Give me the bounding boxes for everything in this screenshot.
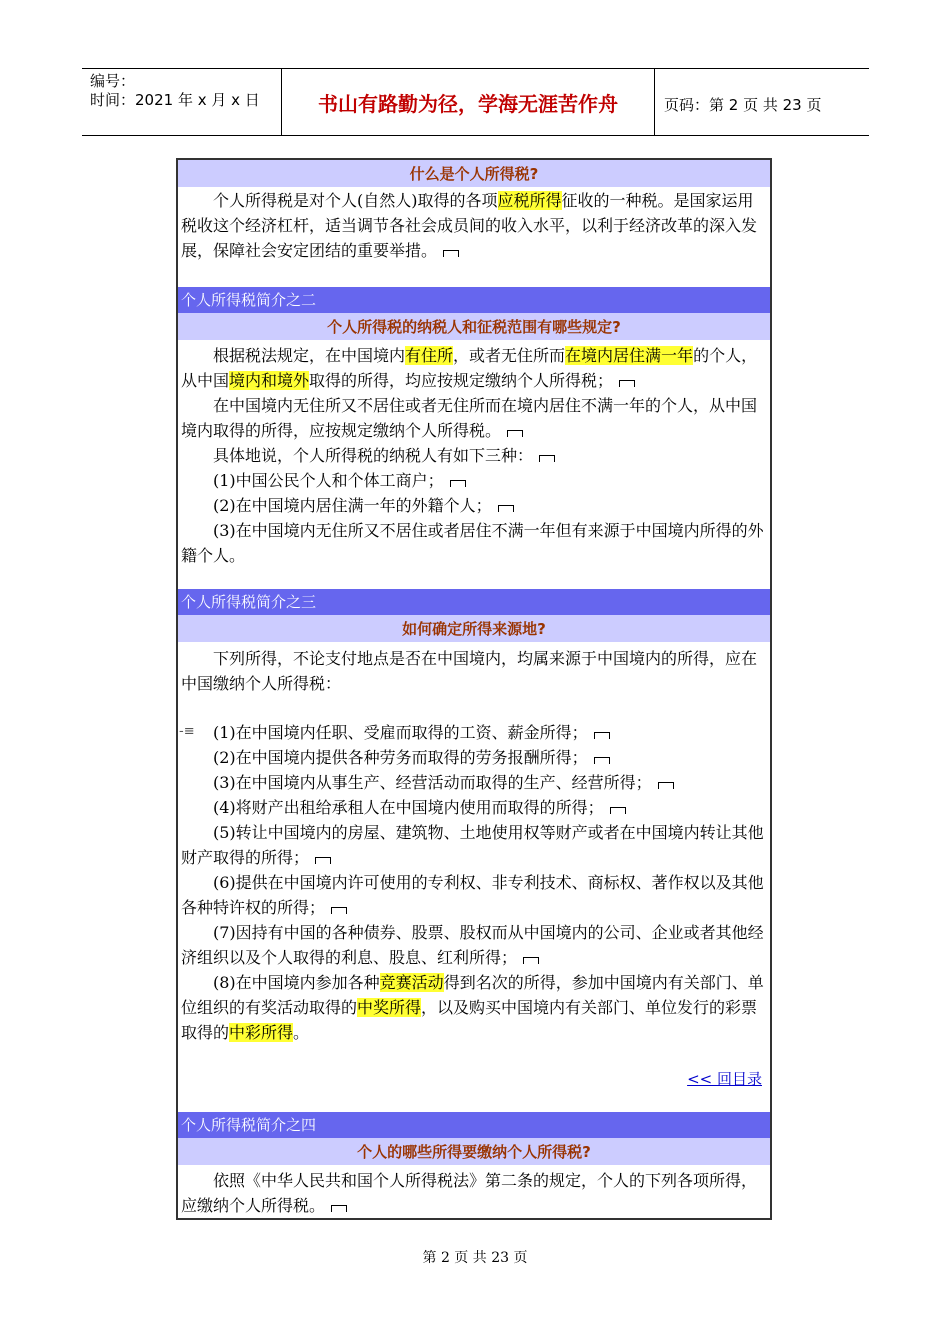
question-heading-3: 如何确定所得来源地? [178, 615, 770, 643]
highlight-lottery-income: 中彩所得 [229, 1023, 294, 1042]
section-title-2: 个人所得税简介之二 [178, 287, 770, 313]
list-item: (1)在中国境内任职、受雇而取得的工资、薪金所得； [181, 720, 767, 745]
paragraph-mark-icon [315, 857, 331, 864]
paragraph-taxpayer-rule: 根据税法规定，在中国境内有住所，或者无住所而在境内居住满一年的个人，从中国境内和境外取得的所得，均应按规定缴纳个人所得税； [181, 346, 758, 390]
section-title-3: 个人所得税简介之三 [178, 589, 770, 615]
paragraph-mark-icon [331, 907, 347, 914]
list-item: (2)在中国境内居住满一年的外籍个人； [181, 493, 767, 518]
page-footer: 第 2 页 共 23 页 [422, 1250, 528, 1266]
list-item: (7)因持有中国的各种债券、股票、股权而从中国境内的公司、企业或者其他经济组织以及个人取得的利息、股息、红利所得； [181, 923, 764, 967]
back-to-contents-link[interactable]: << 回目录 [687, 1070, 762, 1088]
header-number: 编号： [90, 72, 136, 90]
paragraph-mark-icon [594, 757, 610, 764]
list-item: (5)转让中国境内的房屋、建筑物、土地使用权等财产或者在中国境内转让其他财产取得的所得； [181, 823, 764, 867]
paragraph-three-types: 具体地说，个人所得税的纳税人有如下三种： [181, 443, 767, 468]
list-item: (3)在中国境内从事生产、经营活动而取得的生产、经营所得； [181, 770, 767, 795]
paragraph-mark-icon [610, 807, 626, 814]
paragraph-mark-icon [658, 782, 674, 789]
paragraph-mark-icon [331, 1205, 347, 1212]
highlight-taxable-income: 应税所得 [497, 191, 562, 210]
highlight-domicile: 有住所 [405, 346, 454, 365]
highlight-resident-one-year: 在境内居住满一年 [565, 346, 694, 365]
question-heading-1: 什么是个人所得税? [178, 160, 770, 188]
content-box [176, 158, 772, 1220]
header-meta [90, 72, 260, 110]
paragraph-mark-icon [594, 732, 610, 739]
arrow-marker-icon: -≡ [179, 724, 195, 739]
paragraph-mark-icon [507, 430, 523, 437]
paragraph-nonresident: 在中国境内无住所又不居住或者无住所而在境内居住不满一年的个人，从中国境内取得的所得，应按规定缴纳个人所得税。 [181, 396, 758, 440]
highlight-prize-income: 中奖所得 [357, 998, 422, 1017]
paragraph-mark-icon [619, 380, 635, 387]
paragraph-income-categories: 依照《中华人民共和国个人所得税法》第二条的规定，个人的下列各项所得，应缴纳个人所得税。 [181, 1171, 758, 1215]
section-title-4: 个人所得税简介之四 [178, 1112, 770, 1138]
paragraph-mark-icon [539, 455, 555, 462]
header-divider-right [654, 68, 655, 136]
header-top-rule [82, 68, 869, 69]
header-time: 时间：2021 年 x 月 x 日 [90, 91, 260, 109]
highlight-domestic-overseas: 境内和境外 [229, 371, 310, 390]
list-item: (1)中国公民个人和个体工商户； [181, 468, 767, 493]
paragraph-mark-icon [523, 957, 539, 964]
paragraph-mark-icon [450, 480, 466, 487]
paragraph-mark-icon [443, 250, 459, 257]
header-bottom-rule [82, 135, 869, 136]
list-item: (3)在中国境内无住所又不居住或者居住不满一年但有来源于中国境内所得的外籍个人。 [181, 521, 764, 565]
question-heading-4: 个人的哪些所得要缴纳个人所得税? [178, 1138, 770, 1166]
list-item: (6)提供在中国境内许可使用的专利权、非专利技术、商标权、著作权以及其他各种特许权的所得； [181, 873, 764, 917]
paragraph-mark-icon [498, 505, 514, 512]
highlight-competition: 竞赛活动 [379, 973, 444, 992]
question-heading-2: 个人所得税的纳税人和征税范围有哪些规定? [178, 313, 770, 341]
header-motto: 书山有路勤为径，学海无涯苦作舟 [318, 92, 618, 116]
list-item: (2)在中国境内提供各种劳务而取得的劳务报酬所得； [181, 745, 767, 770]
list-item: (8)在中国境内参加各种竞赛活动得到名次的所得，参加中国境内有关部门、单位组织的有奖活动取得的中奖所得，以及购买中国境内有关部门、单位发行的彩票取得的中彩所得。 [181, 973, 764, 1042]
list-item: (4)将财产出租给承租人在中国境内使用而取得的所得； [181, 795, 767, 820]
header-page-number: 页码：第 2 页 共 23 页 [664, 96, 822, 114]
paragraph-income-source-intro: 下列所得，不论支付地点是否在中国境内，均属来源于中国境内的所得，应在中国缴纳个人所得税： [181, 649, 758, 693]
paragraph-what-is-iit: 个人所得税是对个人(自然人)取得的各项应税所得征收的一种税。是国家运用税收这个经济杠杆，适当调节各社会成员间的收入水平，以利于经济改革的深入发展，保障社会安定团结的重要举措。 [181, 191, 758, 260]
